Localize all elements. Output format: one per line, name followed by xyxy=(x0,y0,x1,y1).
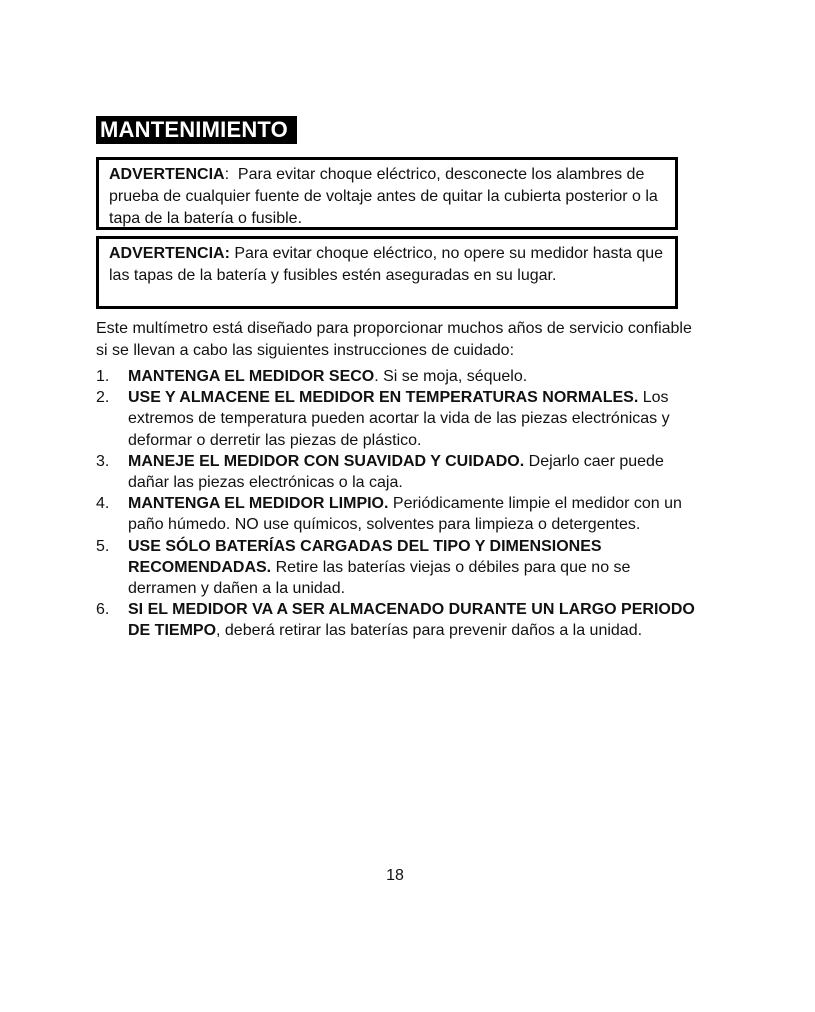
care-instructions-list xyxy=(96,366,696,642)
list-item-text: Dejarlo caer puede dañar las piezas electrónicas o la caja. xyxy=(128,452,664,492)
list-item-heading: USE SÓLO BATERÍAS CARGADAS DEL TIPO Y DIMENSIONES RECOMENDADAS. xyxy=(128,537,602,576)
list-item-text: Retire las baterías viejas o débiles para que no se derramen y dañen a la unidad. xyxy=(128,558,631,598)
list-item-text: Los extremos de temperatura pueden acortar la vida de las piezas electrónicas y deformar o derretir las piezas de plástico. xyxy=(128,389,670,449)
warning-label: ADVERTENCIA xyxy=(109,166,225,183)
list-item-number: 2. xyxy=(96,389,110,407)
list-item-number: 5. xyxy=(96,537,110,555)
warning-text: Para evitar choque eléctrico, no opere su medidor hasta que las tapas de la batería y fusibles estén aseguradas en su lugar. xyxy=(109,245,664,284)
warning-box-disconnect xyxy=(96,157,678,230)
list-item xyxy=(96,599,696,641)
list-item-text: Periódicamente limpie el medidor con un paño húmedo. NO use químicos, solventes para limpieza o detergentes. xyxy=(128,495,682,534)
page-number: 18 xyxy=(386,867,404,884)
list-item-text: . Si se moja, séquelo. xyxy=(374,368,528,385)
warning-text: Para evitar choque eléctrico, desconecte los alambres de prueba de cualquier fuente de voltaje antes de quitar la cubierta posterior o la tapa de la batería o fusible. xyxy=(109,166,663,227)
list-item xyxy=(96,387,696,451)
intro-paragraph: Este multímetro está diseñado para proporcionar muchos años de servicio confiable si se llevan a cabo las siguientes instrucciones de cuidado: xyxy=(96,320,692,359)
list-item-number: 3. xyxy=(96,452,110,470)
list-item-text: , deberá retirar las baterías para prevenir daños a la unidad. xyxy=(216,622,643,640)
section-title: MANTENIMIENTO xyxy=(96,116,297,144)
list-item-number: 4. xyxy=(96,495,110,513)
list-item-heading: USE Y ALMACENE EL MEDIDOR EN TEMPERATURAS NORMALES. xyxy=(128,389,639,407)
list-item-heading: MANTENGA EL MEDIDOR SECO xyxy=(128,368,375,385)
list-item-heading: MANTENGA EL MEDIDOR LIMPIO. xyxy=(128,495,389,513)
list-item xyxy=(96,493,696,535)
warning-separator: : xyxy=(224,166,230,183)
list-item-number: 6. xyxy=(96,601,110,619)
list-item-heading: SI EL MEDIDOR VA A SER ALMACENADO DURANTE UN LARGO PERIODO DE TIEMPO xyxy=(128,601,695,640)
warning-label: ADVERTENCIA: xyxy=(109,245,230,262)
list-item xyxy=(96,366,696,387)
warning-box-covers xyxy=(96,236,678,309)
list-item-number: 1. xyxy=(96,368,110,385)
list-item-heading: MANEJE EL MEDIDOR CON SUAVIDAD Y CUIDADO. xyxy=(128,452,525,470)
list-item xyxy=(96,451,696,493)
list-item xyxy=(96,536,696,600)
